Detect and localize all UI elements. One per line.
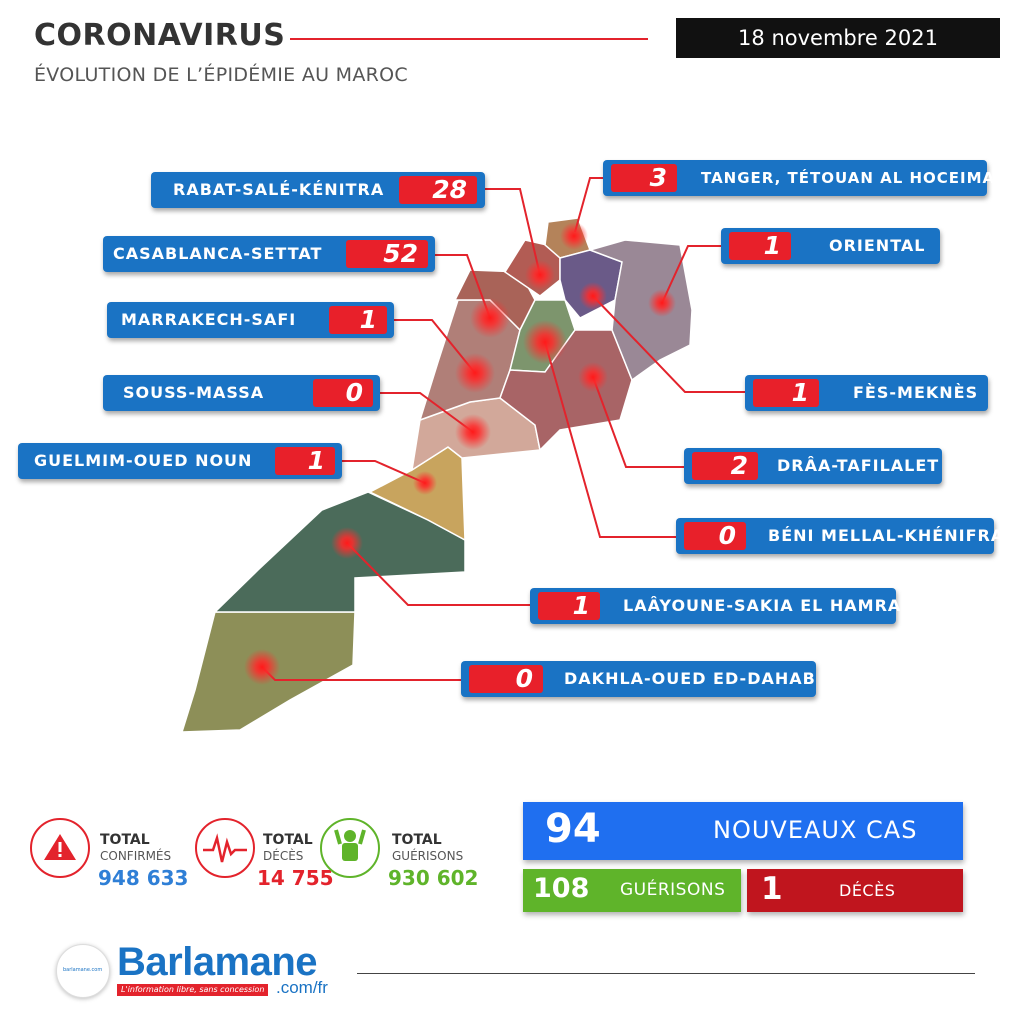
region-label-marrakech [107, 302, 394, 338]
new-cases-value: 94 [545, 806, 601, 852]
new-cases-label: NOUVEAUX CAS [713, 816, 918, 844]
region-cases: 1 [329, 306, 387, 334]
region-name: RABAT-SALÉ-KÉNITRA [173, 180, 385, 199]
daily-recoveries-box [523, 869, 741, 912]
region-name: ORIENTAL [829, 236, 926, 255]
region-label-fes [745, 375, 988, 411]
region-name: BÉNI MELLAL-KHÉNIFRA [768, 526, 1005, 545]
cheering-person-icon [320, 818, 380, 878]
region-label-tanger [603, 160, 996, 196]
total-confirmed-value: 948 633 [98, 866, 189, 890]
region-cases: 28 [399, 176, 477, 204]
date-badge: 18 novembre 2021 [676, 18, 1000, 58]
region-label-laayoune [530, 588, 902, 624]
page-subtitle: ÉVOLUTION DE L’ÉPIDÉMIE AU MAROC [34, 64, 408, 86]
region-name: SOUSS-MASSA [123, 383, 265, 402]
total-recoveries-value: 930 602 [388, 866, 479, 890]
total-confirmed-label: TOTAL [100, 832, 150, 848]
region-name: MARRAKECH-SAFI [121, 310, 297, 329]
total-deaths-sub: DÉCÈS [263, 849, 304, 863]
region-label-draa [684, 448, 942, 484]
region-label-guelmim [18, 443, 342, 479]
region-label-souss [103, 375, 380, 411]
region-cases: 1 [729, 232, 791, 260]
region-cases: 1 [275, 447, 335, 475]
region-cases: 2 [692, 452, 758, 480]
daily-deaths-box [747, 869, 963, 912]
region-cases: 0 [313, 379, 373, 407]
total-recoveries-sub: GUÉRISONS [392, 849, 464, 863]
region-label-casablanca [103, 236, 435, 272]
region-name: FÈS-MEKNÈS [853, 383, 979, 402]
total-deaths-label: TOTAL [263, 832, 313, 848]
warning-icon [30, 818, 90, 878]
region-label-oriental [721, 228, 940, 264]
brand-badge-text: barlamane.com [63, 967, 103, 973]
brand-domain: .com/fr [276, 978, 328, 997]
region-label-rabat [151, 172, 485, 208]
daily-deaths-value: 1 [761, 871, 783, 907]
region-name: TANGER, TÉTOUAN AL HOCEIMA [701, 169, 996, 187]
daily-recoveries-label: GUÉRISONS [620, 880, 726, 900]
region-name: DAKHLA-OUED ED-DAHAB [564, 669, 816, 688]
region-cases: 0 [684, 522, 746, 550]
region-cases: 52 [346, 240, 428, 268]
daily-recoveries-value: 108 [533, 873, 590, 904]
page-title: CORONAVIRUS [34, 18, 286, 53]
footer-divider [357, 973, 975, 974]
heartbeat-icon [195, 818, 255, 878]
brand-logo: Barlamane [117, 940, 318, 984]
region-label-dakhla [461, 661, 816, 697]
brand-badge-icon [56, 944, 110, 998]
total-confirmed-sub: CONFIRMÉS [100, 849, 172, 863]
region-cases: 1 [538, 592, 600, 620]
region-cases: 0 [469, 665, 543, 693]
region-label-beni-mellal [676, 518, 1005, 554]
region-name: CASABLANCA-SETTAT [113, 244, 323, 263]
brand-tagline: L'information libre, sans concession [117, 984, 268, 996]
total-deaths-value: 14 755 [257, 866, 334, 890]
region-cases: 3 [611, 164, 677, 192]
total-recoveries-label: TOTAL [392, 832, 442, 848]
region-cases: 1 [753, 379, 819, 407]
daily-deaths-label: DÉCÈS [839, 881, 896, 900]
region-name: DRÂA-TAFILALET [777, 456, 940, 475]
region-name: GUELMIM-OUED NOUN [34, 451, 253, 470]
region-name: LAÂYOUNE-SAKIA EL HAMRA [623, 596, 902, 615]
new-cases-box [523, 802, 963, 860]
